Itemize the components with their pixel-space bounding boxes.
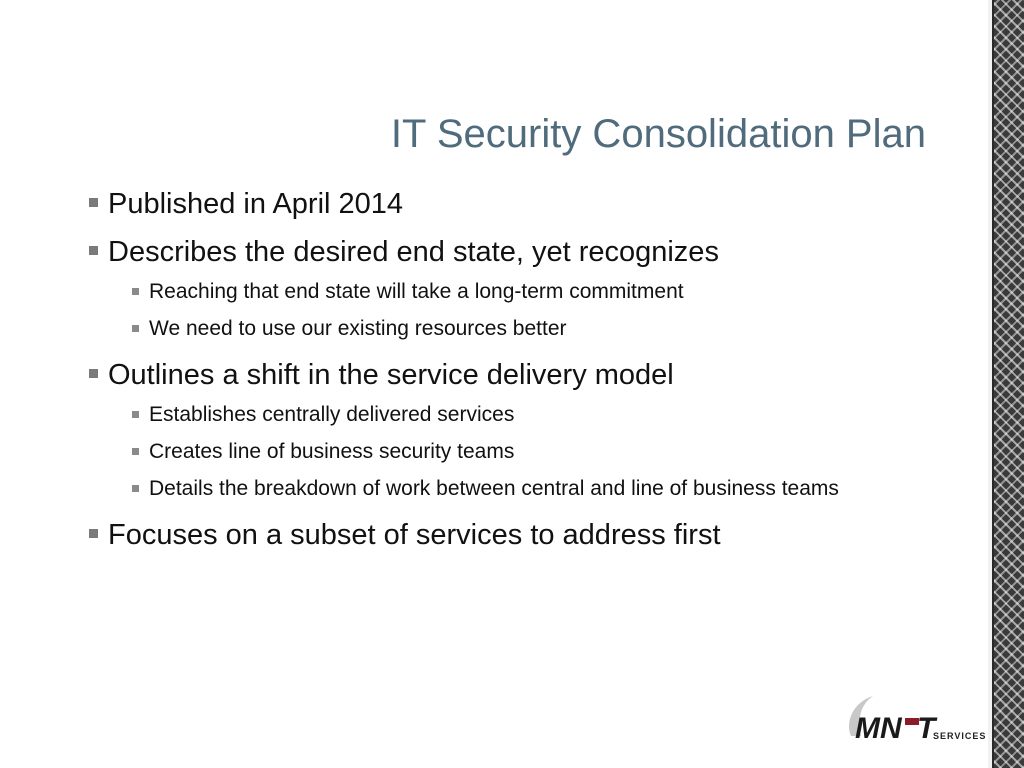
square-bullet-icon: [89, 246, 98, 255]
sub-bullet-text: We need to use our existing resources better: [149, 317, 567, 340]
square-bullet-icon: [132, 448, 139, 455]
bullet-item: [88, 516, 928, 554]
sub-bullet-item: [88, 277, 928, 306]
square-bullet-icon: [132, 325, 139, 332]
sub-bullet-item: [88, 474, 949, 503]
square-bullet-icon: [89, 369, 98, 378]
sub-bullet-text: Reaching that end state will take a long-term commitment: [149, 280, 684, 303]
bullet-item: [88, 356, 928, 394]
square-bullet-icon: [89, 529, 98, 538]
logo-brand-left: MN: [855, 712, 902, 745]
bullet-text: Describes the desired end state, yet recognizes: [108, 236, 719, 268]
sub-bullet-item: [88, 400, 928, 429]
sub-bullet-text: Establishes centrally delivered services: [149, 403, 515, 426]
square-bullet-icon: [132, 411, 139, 418]
square-bullet-icon: [132, 485, 139, 492]
square-bullet-icon: [89, 198, 98, 207]
sub-bullet-text: Details the breakdown of work between central and line of business teams: [149, 477, 839, 500]
bullet-text: Published in April 2014: [108, 188, 404, 220]
logo-services-label: SERVICES: [933, 731, 987, 741]
bullet-text: Outlines a shift in the service delivery model: [108, 359, 674, 391]
slide-title: IT Security Consolidation Plan: [390, 112, 926, 156]
sub-bullet-text: Creates line of business security teams: [149, 440, 515, 463]
bullet-text: Focuses on a subset of services to address first: [108, 519, 721, 551]
bullet-item: [88, 233, 928, 271]
logo-brand-right: T: [917, 712, 936, 745]
sub-bullet-item: [88, 314, 928, 343]
bullet-list: [88, 185, 928, 564]
bullet-item: [88, 185, 928, 223]
decorative-side-strip: [988, 0, 1024, 768]
square-bullet-icon: [132, 288, 139, 295]
sub-bullet-item: [88, 437, 928, 466]
